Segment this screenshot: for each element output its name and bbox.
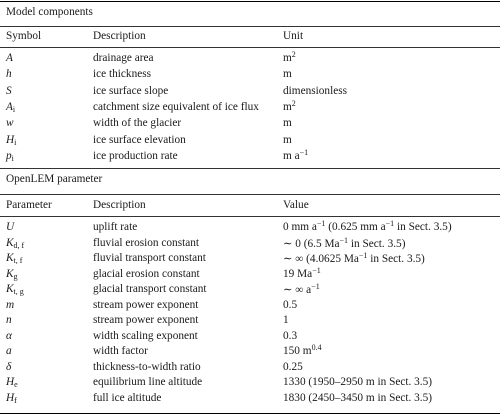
value-superscript: −1 [385,219,395,228]
symbol-cell [6,221,14,233]
unit-cell [283,85,347,97]
unit: m a [283,149,300,162]
description-cell: stream power exponent [93,314,199,326]
description-cell: thickness-to-width ratio [93,360,201,373]
symbol-cell [6,52,13,64]
value-suffix: in Sect. 3.5) [394,221,452,233]
table-row [0,117,500,131]
header-parameter: Parameter [6,199,52,211]
symbol-subscript: i [12,104,16,114]
description-cell: ice surface elevation [93,133,186,146]
symbol: p [6,149,12,162]
value-suffix: in Sect. 3.5) [367,253,425,265]
header-value: Value [283,199,309,211]
unit: m [283,68,292,81]
value-cell [283,237,405,250]
top-rule [0,1,500,2]
value-cell [283,376,432,388]
symbol-cell [6,345,12,357]
unit-cell [283,134,292,146]
value: 0.5 [283,298,298,311]
symbol-cell [6,330,12,342]
header-symbol: Symbol [6,30,42,42]
unit-superscript: −1 [299,147,309,157]
symbol-subscript: d, f [13,240,25,250]
description-cell: width scaling exponent [93,329,198,342]
description-cell: ice production rate [93,149,178,162]
header-unit: Unit [283,30,304,42]
unit-superscript: 2 [291,98,296,108]
value: ∼ 0 (6.5 Ma [283,237,340,250]
symbol: K [6,283,14,295]
value-cell [283,361,303,373]
symbol-cell [6,237,24,250]
unit-cell [283,52,296,64]
value-cell [283,265,321,280]
symbol-cell [6,252,22,265]
symbol: S [6,84,12,97]
value-superscript: −1 [316,219,326,228]
symbol: w [6,117,14,130]
symbol-cell [6,299,14,311]
rule [0,194,500,195]
value: 19 Ma [283,267,313,280]
bottom-rule [0,413,500,414]
symbol-cell [6,101,15,114]
value-suffix: (0.625 mm a [325,221,386,233]
value-cell [283,330,297,342]
symbol: K [6,252,14,264]
description-cell: drainage area [93,52,154,64]
description-cell: stream power exponent [93,298,199,311]
value-superscript: −1 [311,282,320,291]
header-description: Description [93,30,146,42]
value-cell [283,314,289,326]
table-row [0,392,500,406]
symbol: n [6,314,12,326]
symbol: A [6,100,13,113]
symbol-subscript: e [14,380,18,389]
table-row [0,147,500,164]
rule [0,168,500,169]
value-superscript: 0.4 [311,343,322,352]
symbol-subscript: f [14,395,17,405]
value-superscript: −1 [358,251,368,260]
description-cell: fluvial erosion constant [93,236,200,249]
table-row [0,68,500,82]
value: 150 m [283,345,312,357]
model-components-title: Model components [6,6,93,18]
value: 1330 (1950–2950 m in Sect. 3.5) [283,376,433,388]
unit-cell [283,68,292,80]
symbol: H [6,133,15,146]
symbol-subscript: g [13,271,18,281]
openlem-parameter-title: OpenLEM parameter [6,173,103,185]
table-row [0,237,500,251]
description-cell: ice thickness [93,68,152,81]
value: ∼ ∞ a [283,284,312,296]
value: 1830 (2450–3450 m in Sect. 3.5) [283,391,433,404]
value-cell [283,392,432,404]
symbol: H [6,376,15,388]
description-cell: glacial transport constant [93,283,207,295]
description-cell: glacial erosion constant [93,267,200,280]
symbol: m [6,298,15,311]
table-row [0,283,500,297]
table-row [0,134,500,148]
rule [0,47,500,48]
symbol-cell [6,392,17,405]
unit: m [283,117,292,130]
symbol-cell [6,268,18,281]
table-row [0,52,500,66]
table-row [0,221,500,235]
description-cell: width factor [93,345,148,357]
unit: dimensionless [283,84,348,97]
description-cell: fluvial transport constant [93,252,206,264]
table-row [0,299,500,313]
table-row [0,265,500,282]
unit-cell [283,98,296,113]
symbol: δ [6,360,12,373]
description-cell: width of the glacier [93,117,182,130]
model-components-header [0,30,500,44]
rule [0,216,500,217]
unit-cell [283,117,292,129]
description-cell: ice surface slope [93,84,169,97]
symbol: α [6,329,12,342]
symbol-cell [6,117,14,129]
symbol-cell [6,134,16,147]
symbol: A [6,52,13,64]
symbol-subscript: t, f [13,256,23,265]
value-cell [283,345,322,357]
unit-cell [283,147,309,162]
symbol: K [6,267,14,280]
value-cell [283,221,452,233]
symbol-subscript: t, g [13,287,24,296]
header-description: Description [93,199,146,211]
value: 1 [283,314,289,326]
openlem-parameter-header [0,199,500,213]
table-row [0,98,500,115]
description-cell: catchment size equivalent of ice flux [93,100,259,113]
symbol: K [6,236,14,249]
value-cell [283,299,297,311]
value-superscript: −1 [339,235,349,245]
value: ∼ ∞ (4.0625 Ma [283,253,359,265]
value-cell [283,252,425,265]
symbol-subscript: i [11,153,14,163]
unit-superscript: 2 [291,50,296,59]
unit: m [283,52,292,64]
unit: m [283,100,292,113]
symbol-cell [6,283,24,296]
symbol: a [6,345,12,357]
value: 0.25 [283,360,303,373]
symbol-subscript: i [14,137,17,147]
symbol: U [6,221,15,233]
symbol-cell [6,150,14,163]
table-row [0,85,500,99]
description-cell: full ice altitude [93,391,162,404]
table-row [0,252,500,266]
symbol-cell [6,361,11,373]
value: 0 mm a [283,221,317,233]
description-cell: equilibrium line altitude [93,376,203,388]
table-row [0,376,500,390]
description-cell: uplift rate [93,221,138,233]
symbol-cell [6,85,12,97]
value-superscript: −1 [312,265,321,275]
symbol-cell [6,314,12,326]
symbol-cell [6,376,18,389]
symbol: H [6,391,15,404]
unit: m [283,133,292,146]
table-row [0,330,500,344]
value: 0.3 [283,329,298,342]
value-cell [283,283,320,296]
rule [0,26,500,27]
symbol-cell [6,68,12,80]
table-row [0,345,500,359]
table-row [0,314,500,328]
value-suffix: in Sect. 3.5) [348,237,406,250]
symbol: h [6,68,12,81]
table-row [0,361,500,375]
